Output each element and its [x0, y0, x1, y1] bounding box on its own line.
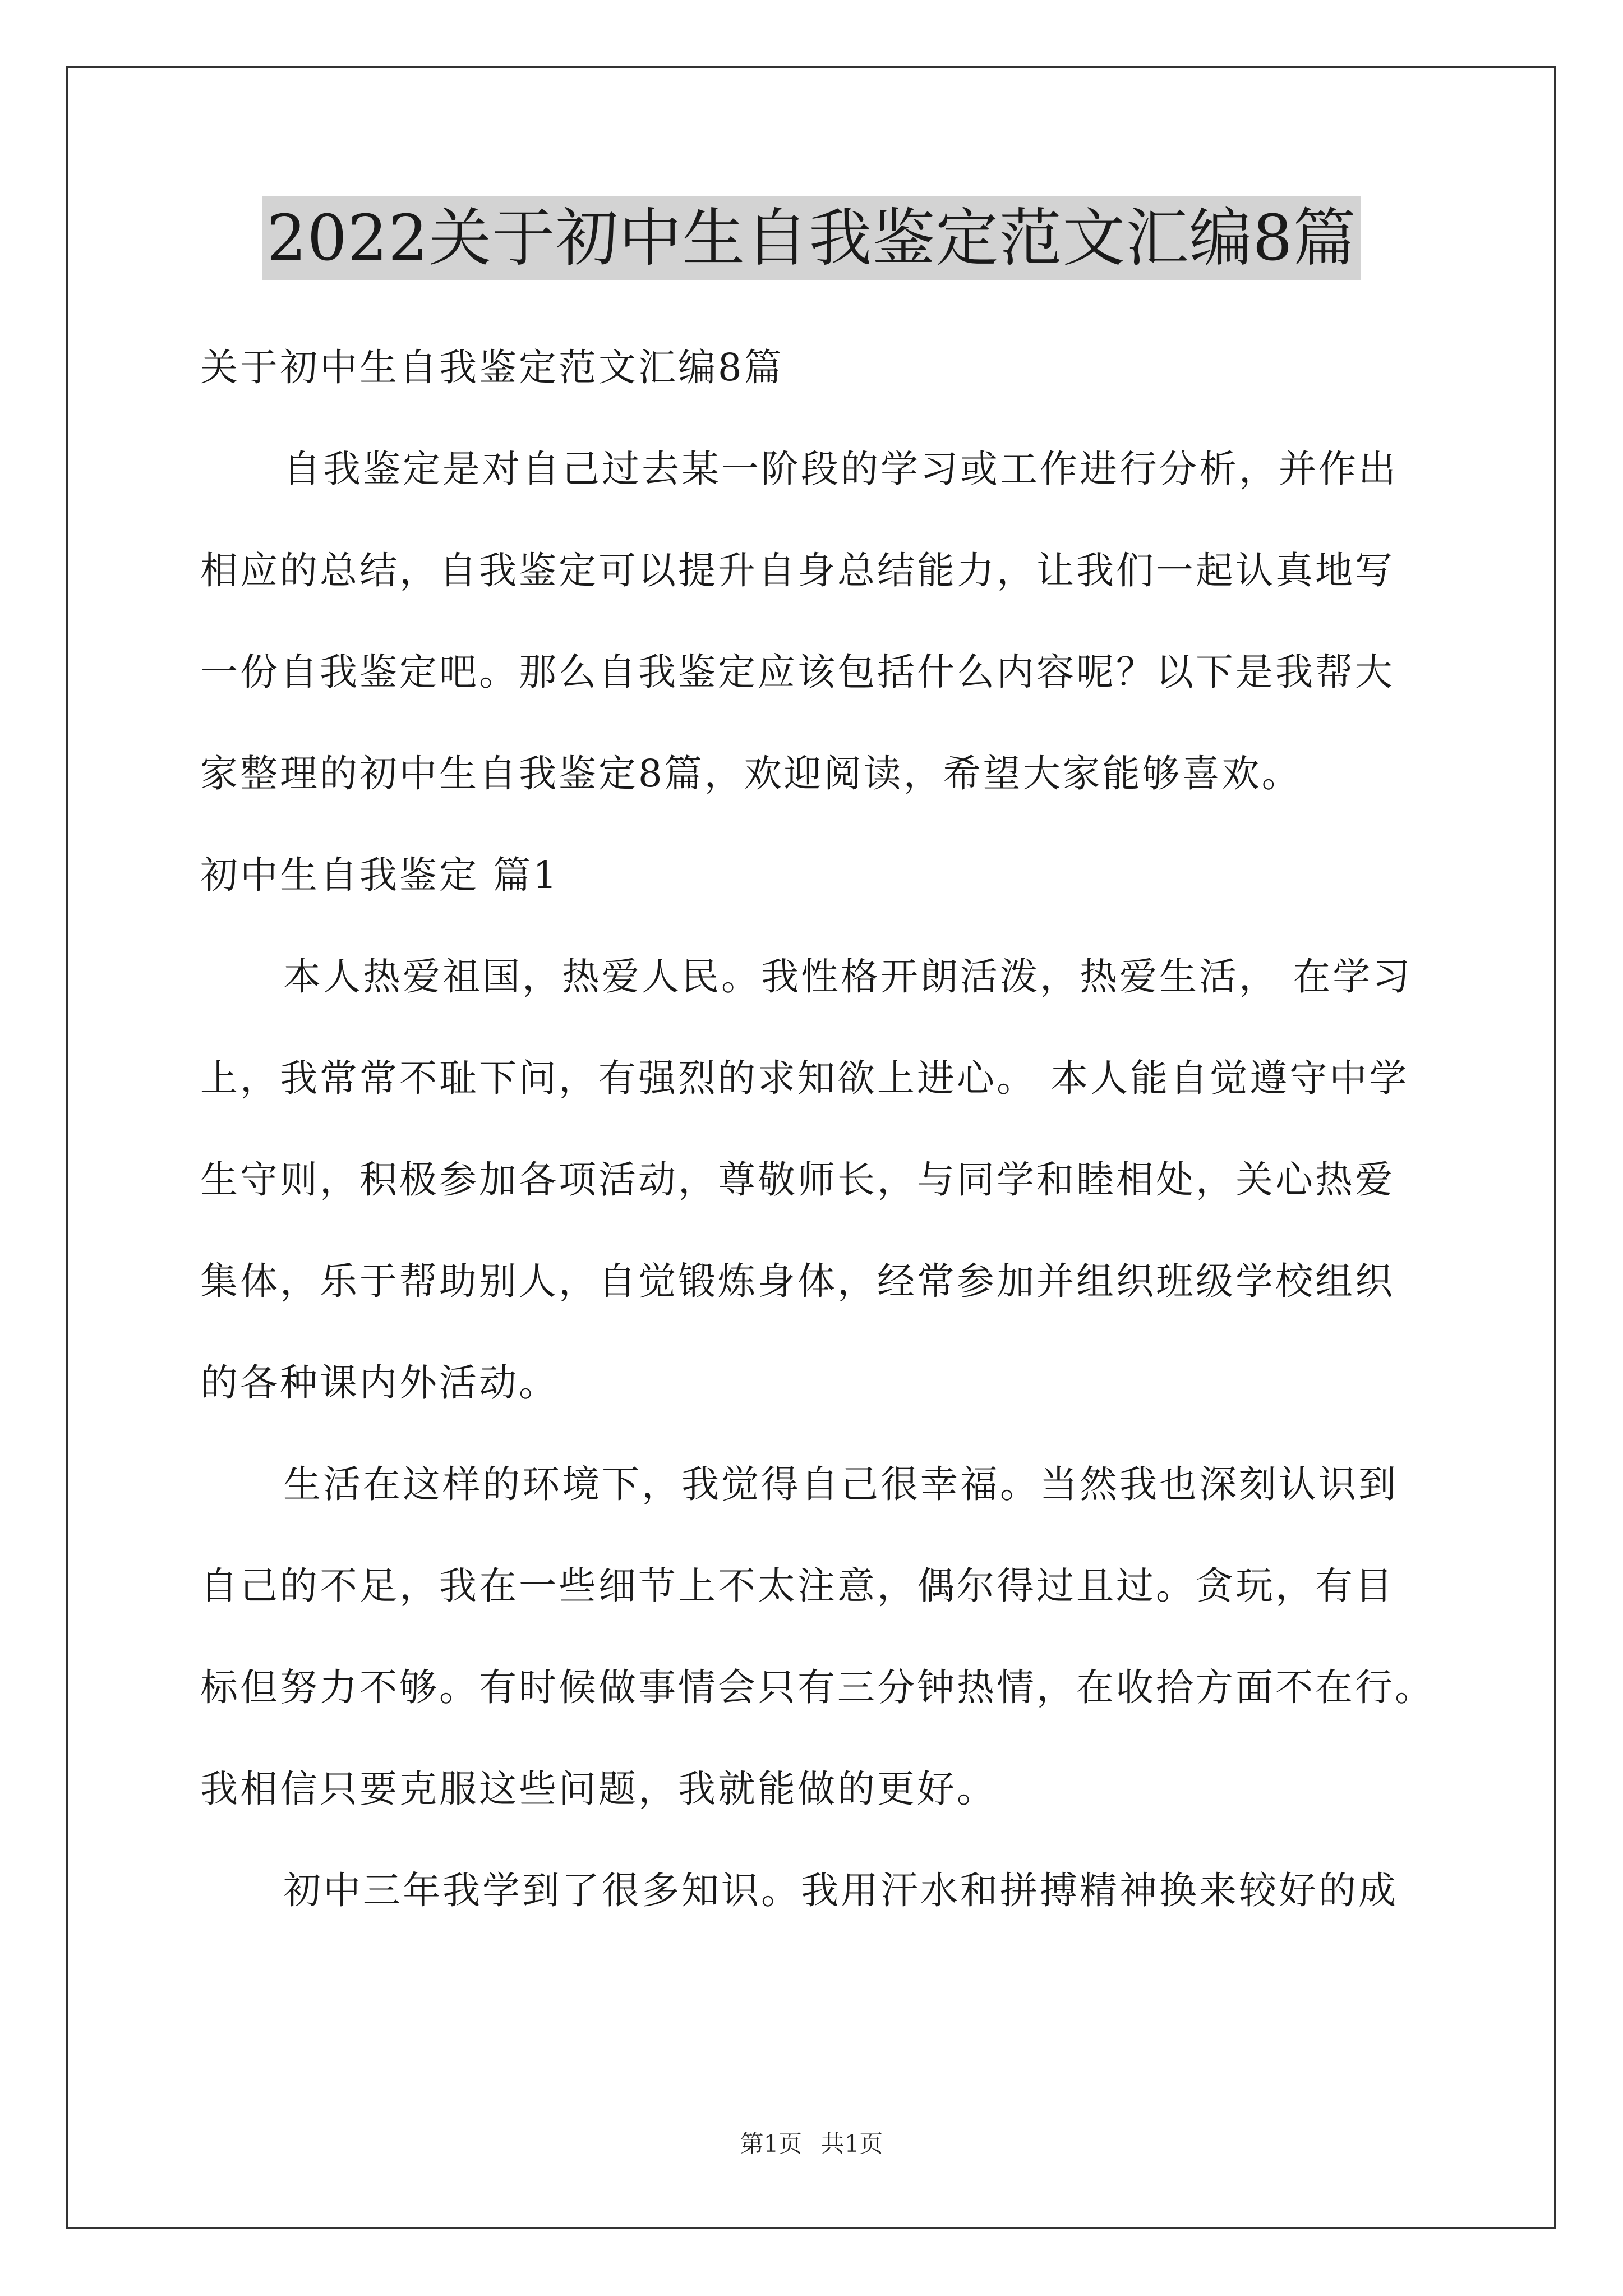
document-body [200, 317, 1434, 1941]
page-footer [0, 2127, 1623, 2161]
text-line: 生活在这样的环境下，我觉得自己很幸福。当然我也深刻认识到 [283, 1462, 1398, 1506]
text-line: 自我鉴定是对自己过去某一阶段的学习或工作进行分析，并作出 [283, 447, 1398, 491]
text-line: 本人热爱祖国，热爱人民。我性格开朗活泼，热爱生活， 在学习 [283, 955, 1413, 999]
text-line: 我相信只要克服这些问题，我就能做的更好。 [200, 1767, 997, 1811]
text-line: 初中生自我鉴定 篇1 [200, 853, 559, 897]
text-line: 的各种课内外活动。 [200, 1361, 559, 1405]
text-line: 初中三年我学到了很多知识。我用汗水和拼搏精神换来较好的成 [283, 1869, 1398, 1912]
page-total: 共1页 [820, 2130, 883, 2157]
document-title: 2022关于初中生自我鉴定范文汇编8篇 [262, 196, 1361, 280]
text-line: 标但努力不够。有时候做事情会只有三分钟热情，在收拾方面不在行。 [200, 1665, 1435, 1709]
text-line: 生守则，积极参加各项活动，尊敬师长，与同学和睦相处，关心热爱 [200, 1158, 1395, 1202]
text-line: 自己的不足，我在一些细节上不太注意，偶尔得过且过。贪玩，有目 [200, 1564, 1395, 1608]
title-container [0, 196, 1623, 280]
text-line: 相应的总结，自我鉴定可以提升自身总结能力，让我们一起认真地写 [200, 549, 1395, 592]
text-line: 关于初中生自我鉴定范文汇编8篇 [200, 346, 784, 389]
page-number: 第1页 [740, 2130, 803, 2157]
text-line: 家整理的初中生自我鉴定8篇，欢迎阅读，希望大家能够喜欢。 [200, 752, 1302, 795]
text-line: 集体，乐于帮助别人，自觉锻炼身体，经常参加并组织班级学校组织 [200, 1259, 1395, 1303]
text-line: 上，我常常不耻下问，有强烈的求知欲上进心。 本人能自觉遵守中学 [200, 1056, 1409, 1100]
text-line: 一份自我鉴定吧。那么自我鉴定应该包括什么内容呢？以下是我帮大 [200, 650, 1395, 694]
